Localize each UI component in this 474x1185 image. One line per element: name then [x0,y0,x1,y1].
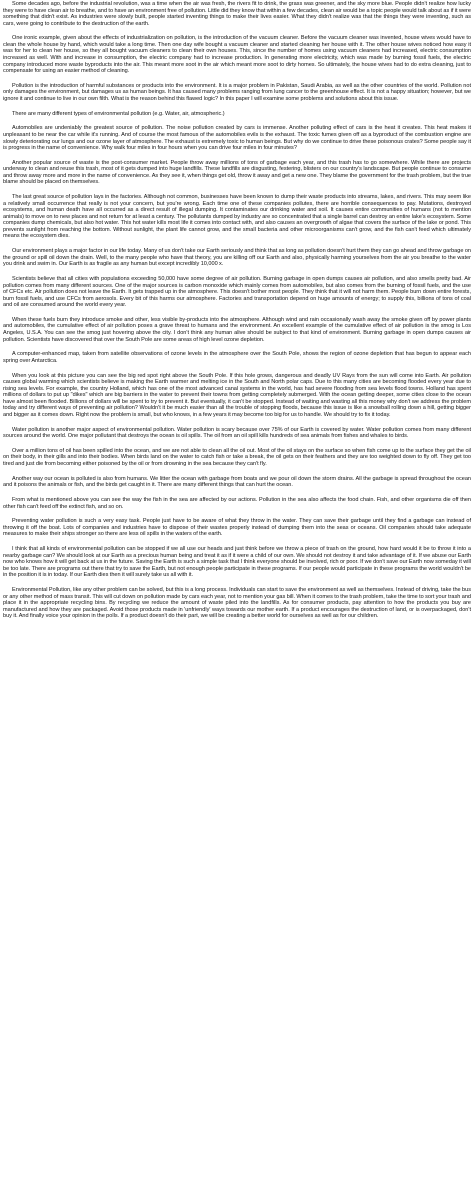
paragraph-12: When you look at this picture you can see the big red spot right above the South Pole. If this hole grows, dangerous and deadly UV Rays from the sun will come into Earth. Air pollution causes global warming which scientists believe is making the Earth warmer and melting ice in the South and North polar caps. Due to this many cities are becoming flooded every year due to rising sea levels. For example, the country Holland, which has one of the most advanced canal systems in the world, has had severe flooding from sea levels flood towns. Holland has spent millions of dollars to put up "dikes" which are big barriers in the water to prevent their towns from getting completely submerged. With the ocean getting deeper, some cities close to the ocean have almost been flooded. Billions of dollars will be spent to try to prevent it. But eventually, it can't be stopped. Instead of waiting and wasting all this money why don't we address the problem today and try different ways of preventing air pollution? Wouldn't it be much easier than all the trouble of stopping floods, because this issue is like a snowball rolling down a hill, getting bigger and bigger as it comes down. Right now the problem is small, but who knows, in a few years it may become too big for us to handle. We should try to fix it today. [3,372,471,418]
paragraph-16: From what is mentioned above you can see the way the fish in the sea are affected by our actions. Pollution in the sea also affects the food chain. Fish, and other organisms die off then other fish can't feed off the extinct fish, and so on. [3,496,471,510]
paragraph-3: Pollution is the introduction of harmful substances or products into the environment. It is a major problem in Pakistan, Saudi Arabia, as well as the other countries of the world. Pollution not only damages the environment, but damages us as human beings. It has caused many problems ranging from lung cancer to the greenhouse effect. It is not a happy situation; however, but we ignore it and continue to live in our own filth. What is the reason behind this flawed logic? In this paper I will examine some problems and solutions about this issue. [3,82,471,102]
paragraph-5: Automobiles are undeniably the greatest source of pollution. The noise pollution created by cars is immense. Another polluting effect of cars is the heat it creates. This heat makes it unpleasant to be near the car while it's running. And of course the most famous of the automobiles evils is the exhaust. The toxic fumes given off as a byproduct of the combustion engine are slowly deteriorating our lungs and our ozone layer of atmosphere. The exhaust is extremely toxic to human beings. But why do we continue to drive these poisonous crates? Some people say it is progress in the name of convenience. Why walk four miles in four hours when you can drive four miles in four minutes? [3,125,471,152]
paragraph-14: Over a million tons of oil has been spilled into the ocean, and we are not able to clean all the oil out. Most of the oil stays on the surface so when fish come up to the surface they get the oil on their body, in their gills and into their bodies. When birds land on the water to catch fish or take a break, the oil gets on their feathers and they are too weighted down to fly off. They get too tired and just die from becoming either poisoned by the oil or from drowning in the sea because they can't fly. [3,447,471,467]
paragraph-17: Preventing water pollution is such a very easy task. People just have to be aware of what they throw in the water. They can save their garbage until they find a garbage can instead of throwing it off the boat. Lots of companies and industries have to dispose of their wastes properly instead of dumping them into the seas or oceans. Oil companies should take adequate measures to make their ships stronger so there are less oil spills in the waters of the earth. [3,518,471,538]
paragraph-4: There are many different types of environmental pollution (e.g. Water, air, atmospheric.) [12,110,225,117]
paragraph-11: A computer-enhanced map, taken from satellite observations of ozone levels in the atmosphere over the South Pole, shows the region of ozone depletion that has begun to appear each spring over Antarctica. [3,351,471,364]
paragraph-18: I think that all kinds of environmental pollution can be stopped if we all use our heads and just think before we throw a piece of trash on the ground, how hard would it be to throw it into a nearby garbage can? We should look at our Earth as a precious human being and treat it as if it were a child of our own. We should not destroy it and take advantage of it. If we abuse our Earth now who knows how it will get back at us in the future. Saving the Earth is such a simple task that I think everyone should be involved, rich or poor. If we don't save our Earth now someday it will be too late. There are programs out there that try to save the Earth, but not enough people participate in these programs. If our people would participate in these programs the world wouldn't be in the position it is in today. If our Earth dies then it will surely take us all with it. [3,546,471,579]
paragraph-10: When these fuels burn they introduce smoke and other, less visible by-products into the atmosphere. Although wind and rain occasionally wash away the smoke given off by power plants and automobiles, the cumulative effect of air pollution poses a grave threat to humans and the environment. An excellent example of the cumulative effect of air pollution is the smog is Los Angeles, U.S.A. You can see the smog just hovering above the city. I don't think any human alive should be subject to that kind of environment. Burning garbage in open dumps causes air pollution. Scientists have discovered that over the South Pole are some areas of high level ozone depletion. [3,316,471,343]
paragraph-7: The last great source of pollution lays in the factories. Although not common, businesses have been known to dump their waste products into streams, lakes, and rivers. This may seem like a relatively small occurrence that really is not your concern, but you're wrong. Each time one of these companies pollutes, there are horrible consequences to pay. Mutations, destroyed ecosystems, and human death have all occurred as a direct result of illegal dumping. It contaminates our drinking water and soil. It causes entire communities of humans (not to mention animals) to move on to new places and not return for at least a century. The pollutants dumped by industry are so concentrated that a single barrel can destroy an entire lake's ecosystem. Some companies dump chemicals, but also hot water. This hot water kills most life it comes into contact with, and also causes an overgrowth of algae that covers the surface of the lake or pond. This prevents sunlight from reaching the bottom. Without sunlight, the plant life cannot grow, and the small bacteria and other microorganisms can't grow, and the fish can't feed which ultimately means the ecosystem dies. [3,194,471,240]
paragraph-8: Our environment plays a major factor in our life today. Many of us don't take our Earth seriously and think that as long as pollution doesn't hurt them they can go ahead and throw garbage on the ground or spill oil down the drain. Well, to the many people who have that theory, you are killing off our Earth and also, physically harming yourselves from the air you breathe to the water you drink and swim in. Our Earth is as fragile as any human but except incredibly 10,000 x. [3,248,471,268]
paragraph-2: One ironic example, given about the effects of industrialization on pollution, is the introduction of the vacuum cleaner. Before the vacuum cleaner was invented, house wives would have to clean the whole house by hand, which would take a long time. Then one day wife bought a vacuum cleaner and started cleaning her house with it. The other house wives noticed how easy it was for her to clean her house, so they all bought vacuum cleaners to clean their own houses. This, since the number of homes using vacuum cleaners had increased, electric consumption increased as well. With and increase in consumption, the electric company had to increase production. In generating more electricity, which was made by burning fossil fuels, the electric company introduced more waste byproducts into the air. This meant more soot in the air which meant more soot to dirty homes. So ultimately, the house wives had to do extra cleaning, just to compensate for using an easier method of cleaning. [3,35,471,75]
paragraph-9: Scientists believe that all cities with populations exceeding 50,000 have some degree of air pollution. Burning garbage in open dumps causes air pollution, and also smells pretty bad. Air pollution comes from many different sources. One of the major sources is carbon monoxide which mainly comes from automobiles, but also comes from the burning of fossil fuels, and the use of CFCs etc. Air pollution does not leave the Earth. It gets trapped up in the atmosphere. This doesn't bother most people. They think that it will not harm them. People burn down entire forests, burn fossil fuels, and use CFCs from aerosols. Every bit of this harms our atmosphere. Factories and transportation depend on huge amounts of energy; to supply this, billions of tons of coal and oil are consumed around the world every year. [3,276,471,309]
paragraph-6: Another popular source of waste is the post-consumer market. People throw away millions of tons of garbage each year, and this trash has to go somewhere. While there are projects underway to clean and reuse this trash, most of it gets dumped into huge landfills. These landfills are disgusting, festering, blisters on our country's landscape. But people continue to consume and throw away more and more in the name of convenience. As they see it, when things get old, throw it away and get a new one. They blame the government for the trash problem, but the true blame should be placed on themselves. [3,159,471,186]
paragraph-13: Water pollution is another major aspect of environmental pollution. Water pollution is scary because over 75% of our Earth is covered by water. Water pollution comes from many different sources around the world. One major pollutant that destroys the ocean is oil spills. The oil from an oil spill kills hundreds of sea animals from fishes and whales to birds. [3,426,471,440]
paragraph-1: Some decades ago, before the industrial revolution, was a time when the air was fresh, the rivers fit to drink, the grass was greener, and the sky more blue. People didn't realize how lucky they were to have clean air to breathe, and to have an environment free of pollution. Little did they know that within a few decades, clean air would be a topic people would talk about as if it were something that didn't exist. As industries were slowly built, people started inventing things to make their lives easier. What they didn't realize was that the things they were inventing, such as cars, were going to contribute to the destruction of the earth. [3,1,471,27]
paragraph-15: Another way our ocean is polluted is also from humans. We litter the ocean with garbage from boats and we pour oil down the storm drains. All the garbage is spread throughout the ocean and it poisons the animals or fish, and the birds get caught in it. There are many different things that can hurt the ocean. [3,475,471,489]
paragraph-19: Environmental Pollution, like any other problem can be solved, but this is a long process. Individuals can start to save the environment as well as themselves. Instead of driving, take the bus or any other method of mass transit. This will cut down on pollution made by cars each year, not to mention your gas bill. When it comes to the trash problem, take the time to sort your trash and place it in the appropriate recycling bins. By recycling we reduce the amount of waste piled into the landfills. As for consumer products, pay attention to how the products you buy are manufactured and how they are packaged. Avoid those products made in 'unfriendly' ways towards our mother earth. If a product encourages the destruction of land, or is overpackaged, don't buy it. And finally voice your opinion in the polls. If a product doesn't do their part, we will be creating a better world for ourselves as well as for our children. [3,587,471,620]
